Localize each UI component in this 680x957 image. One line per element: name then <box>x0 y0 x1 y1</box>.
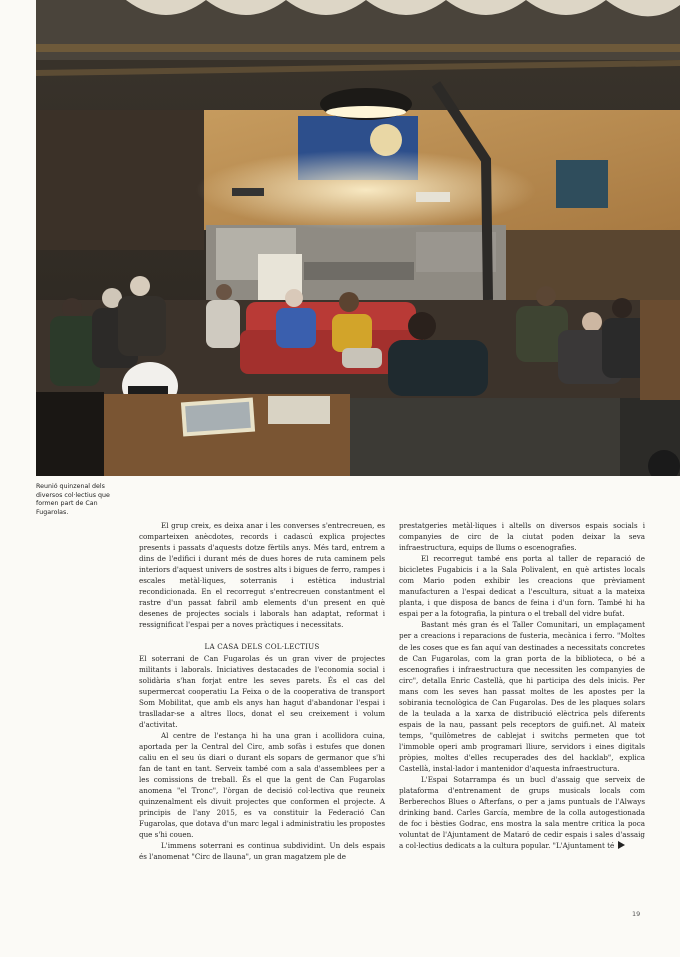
paragraph <box>399 774 645 851</box>
continue-arrow-icon <box>618 841 625 849</box>
paragraph: El grup creix, es deixa anar i les converses s'entrecreuen, es comparteixen anècdotes, records i cadascú explica projectes presents i passats d'aquests dotze fèrtils anys. Més tard, entrem a dins de l'edifici i durant més de dues hores de ruta caminem pels interiors d'aquest univers de sostres alts i bigues de ferro, rampes i escales metàl·liques, soterranis i estètica industrial recondicionada. En el recorregut s'entrecreuen constantment el rastre d'un passat fabril amb elements d'un present en què desenes de projectes socials i laborals han adaptat, reformat i ressignificat l'espai per a noves pràctiques i necessitats. <box>139 521 385 630</box>
paragraph: El recorregut també ens porta al taller de reparació de bicicletes Fugabicis i a la Sala Polivalent, en què artistes locals com Mario poden exhibir les creacions que prèviament manufacturen a l'espai dedicat a l'escultura, situat a la mateixa planta, i que disposa de bancs de feina i d'un forn. També hi ha espai per a la fotografia, la pintura o el treball del vidre bufat. <box>399 554 645 619</box>
paragraph: Bastant més gran és el Taller Comunitari, un emplaçament per a creacions i reparacions de fusteria, mecànica i ferro. "Moltes de les coses que es fan aquí van destinades a necessitats concretes de Can Fugarolas, com la gran porta de la biblioteca, o bé a escenografies i infraestructura que necessiten les companyies de circ", detalla Enric Castellà, que hi participa des dels inicis. Per mans com les seves han passat moltes de les apostes per la sobirania tecnològica de Can Fugarolas. Des de les plaques solars de la teulada a la xarxa de distribució elèctrica pels diferents espais de la nau, passant pels receptors de guifi.net. Al mateix temps, "quilòmetres de cablejat i switchs permeten que tot l'immoble operi amb programari lliure, servidors i eines digitals pròpies, moltes d'elles recuperades des del hacklab", explica Castellà, instal·lador i mantenidor d'aquesta infraestructura. <box>399 620 645 774</box>
page-number: 19 <box>632 910 641 918</box>
article-column-left <box>139 520 385 862</box>
feature-photo <box>36 0 680 476</box>
article-column-right <box>399 520 645 851</box>
photo-caption: Reunió quinzenal dels diversos col·lectius que formen part de Can Fugarolas. <box>36 483 110 516</box>
paragraph: prestatgeries metàl·liques i altells on diversos espais socials i companyies de circ de la ciutat poden deixar la seva infraestructura, equips de llums o escenografies. <box>399 521 645 553</box>
paragraph: El soterrani de Can Fugarolas és un gran viver de projectes militants i laborals. Iniciatives destacades de l'economia social i solidària s'han forjat entre les seves parets. És el cas del supermercat cooperatiu La Feixa o de la cooperativa de transport Som Mobilitat, que amb els anys han hagut d'abandonar l'espai i traslladar-se a altres llocs, donat el seu creixement i volum d'activitat. <box>139 653 385 729</box>
paragraph: L'immens soterrani es continua subdividint. Un dels espais és l'anomenat "Circ de llauna", un gran magatzem ple de <box>139 841 385 862</box>
paragraph-text: L'Espai Sotarrampa és un bucl d'assaig que serveix de plataforma d'entrenament de grups musicals locals com Berberechos Blues o Afterfans, o per a jams puntuals de l'Always drinking band. Carles García, membre de la colla autogestionada de foc i bèsties Godrac, ens mostra la sala mentre critica la poca voluntat de l'Ajuntament de Mataró de cedir espais i sales d'assaig a col·lectius dedicats a la cultura popular. "L'Ajuntament té <box>399 775 645 851</box>
section-subheading: LA CASA DELS COL·LECTIUS <box>204 642 320 652</box>
paragraph: Al centre de l'estança hi ha una gran i acollidora cuina, aportada per la Central del Circ, amb sofàs i estufes que donen caliu en el seu ús diari o durant els sopars de germanor que s'hi fan de tant en tant. Serveix també com a sala d'assemblees per a les comissions de treball. És el que la gent de Can Fugarolas anomena "el Tronc", l'òrgan de decisió col·lectiva que reuneix quinzenalment els divuit projectes que conformen el projecte. A principis de l'any 2015, es va constituir la Federació Can Fugarolas, que dotava d'un marc legal i administratiu les propostes que s'hi couen. <box>139 730 385 840</box>
